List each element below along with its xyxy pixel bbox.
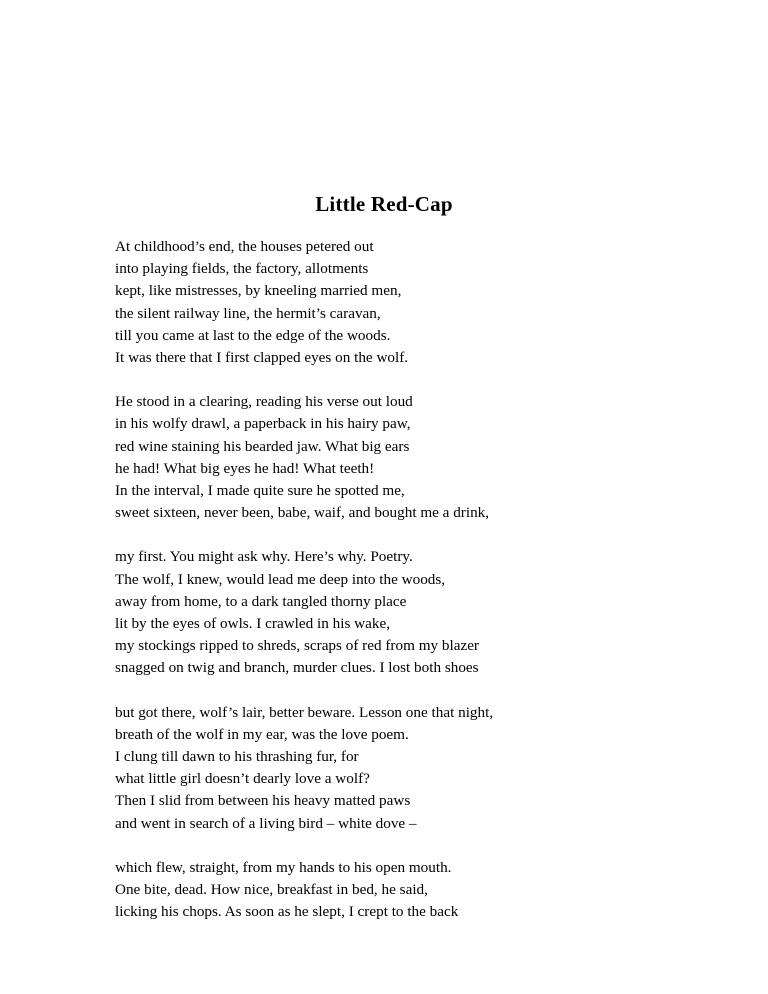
poem-stanza: [115, 702, 675, 835]
poem-stanza: [115, 236, 675, 369]
poem-line: in his wolfy drawl, a paperback in his hairy paw,: [115, 415, 411, 433]
poem-line: my stockings ripped to shreds, scraps of red from my blazer: [115, 637, 479, 655]
poem-stanza: [115, 391, 675, 524]
poem-line: my first. You might ask why. Here’s why. Poetry.: [115, 548, 413, 566]
poem-line: red wine staining his bearded jaw. What big ears: [115, 437, 410, 455]
poem-line: sweet sixteen, never been, babe, waif, and bought me a drink,: [115, 504, 490, 522]
poem-line: In the interval, I made quite sure he spotted me,: [115, 482, 405, 500]
poem-line: It was there that I first clapped eyes on the wolf.: [115, 349, 409, 367]
poem-line: but got there, wolf’s lair, better beware. Lesson one that night,: [115, 703, 494, 721]
poem-line: he had! What big eyes he had! What teeth!: [115, 459, 375, 477]
poem-line: the silent railway line, the hermit’s caravan,: [115, 304, 381, 322]
poem-line: I clung till dawn to his thrashing fur, for: [115, 748, 359, 766]
poem-line: away from home, to a dark tangled thorny place: [115, 592, 407, 610]
poem-stanza: [115, 546, 675, 679]
poem-line: He stood in a clearing, reading his verse out loud: [115, 393, 413, 411]
poem-line: Then I slid from between his heavy matted paws: [115, 792, 411, 810]
poem-line: lit by the eyes of owls. I crawled in his wake,: [115, 615, 390, 633]
poem-line: kept, like mistresses, by kneeling married men,: [115, 282, 402, 300]
poem-line: what little girl doesn’t dearly love a wolf?: [115, 770, 370, 788]
poem-line: The wolf, I knew, would lead me deep into the woods,: [115, 570, 446, 588]
poem-line: which flew, straight, from my hands to his open mouth.: [115, 858, 452, 876]
poem-line: and went in search of a living bird – white dove –: [115, 814, 417, 832]
poem-body: [115, 236, 675, 923]
poem-line: snagged on twig and branch, murder clues. I lost both shoes: [115, 659, 479, 677]
poem-line: breath of the wolf in my ear, was the love poem.: [115, 725, 409, 743]
poem-line: into playing fields, the factory, allotments: [115, 260, 369, 278]
poem-line: One bite, dead. How nice, breakfast in bed, he said,: [115, 881, 428, 899]
poem-stanza: [115, 857, 675, 924]
page-title: Little Red-Cap: [315, 192, 453, 217]
poem-line: At childhood’s end, the houses petered out: [115, 238, 374, 255]
poem-line: till you came at last to the edge of the woods.: [115, 326, 391, 344]
poem-line: licking his chops. As soon as he slept, I crept to the back: [115, 903, 459, 921]
